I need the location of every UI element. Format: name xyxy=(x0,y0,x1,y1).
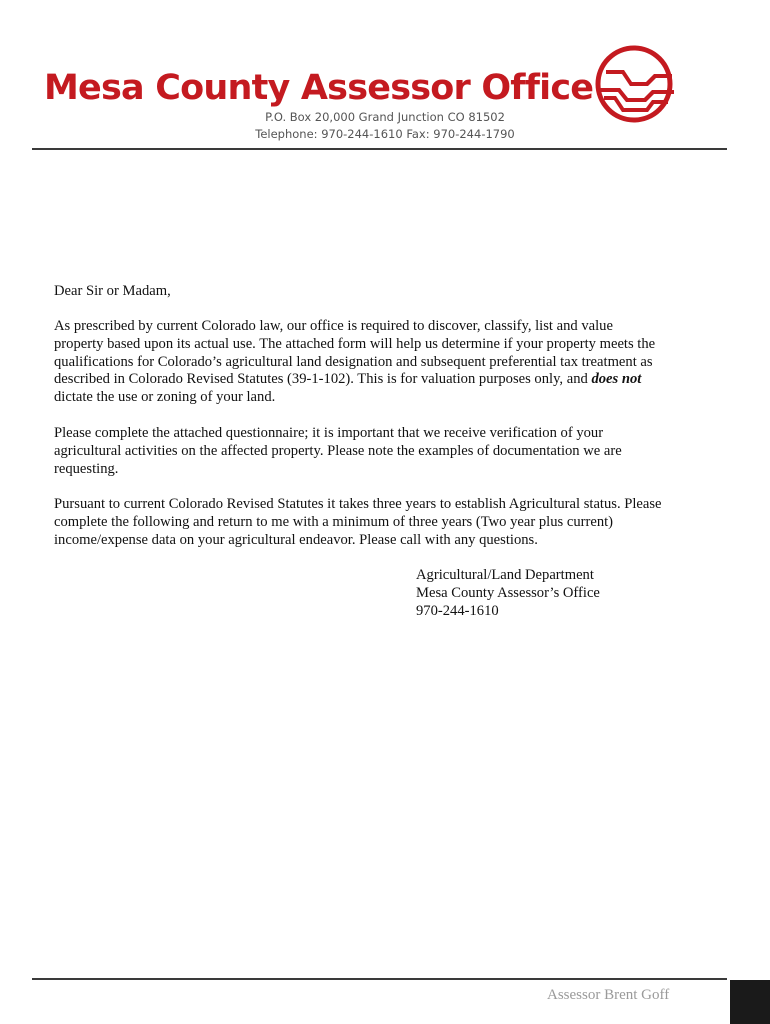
signature-office: Mesa County Assessor’s Office xyxy=(416,584,600,601)
salutation: Dear Sir or Madam, xyxy=(54,283,171,299)
paragraph-requirements xyxy=(54,496,664,549)
paragraph-valuation-text: As prescribed by current Colorado law, our office is required to discover, classify, list and value property based upon its actual use. The attached form will help us determine if your property meets the qualifications for Colorado’s agricultural land designation and subsequent preferential tax treatment as described in Colorado Revised Statutes (39-1-102). This is for valuation purposes only, and xyxy=(54,318,656,388)
signature-phone: 970-244-1610 xyxy=(416,602,499,619)
signature-block xyxy=(416,567,600,620)
corner-block xyxy=(730,980,770,1024)
mesa-county-logo-icon xyxy=(594,44,678,124)
office-address: P.O. Box 20,000 Grand Junction CO 81502 xyxy=(265,110,505,124)
paragraph-valuation xyxy=(54,318,664,407)
paragraph-requirements-text: Pursuant to current Colorado Revised Statutes it takes three years to establish Agricultural status. Please complete the following and return to me with a minimum of three years (Two year plus current) income/expense data on your agricultural endeavor. Please call with any questions. xyxy=(54,496,662,548)
footer-assessor-name: Assessor Brent Goff xyxy=(547,987,670,1003)
header-divider xyxy=(32,148,727,150)
paragraph-valuation-tail: dictate the use or zoning of your land. xyxy=(54,389,276,406)
org-title: Mesa County Assessor Office xyxy=(44,68,594,108)
signature-department: Agricultural/Land Department xyxy=(416,567,594,583)
footer-divider xyxy=(32,978,727,980)
emphasis-does-not: does not xyxy=(591,371,642,388)
paragraph-questionnaire-text: Please complete the attached questionnaire; it is important that we receive verification of your agricultural activities on the affected property. Please note the examples of documentation we are requesting. xyxy=(54,425,622,477)
office-telephone: Telephone: 970-244-1610 Fax: 970-244-1790 xyxy=(255,127,515,141)
paragraph-questionnaire xyxy=(54,425,664,478)
